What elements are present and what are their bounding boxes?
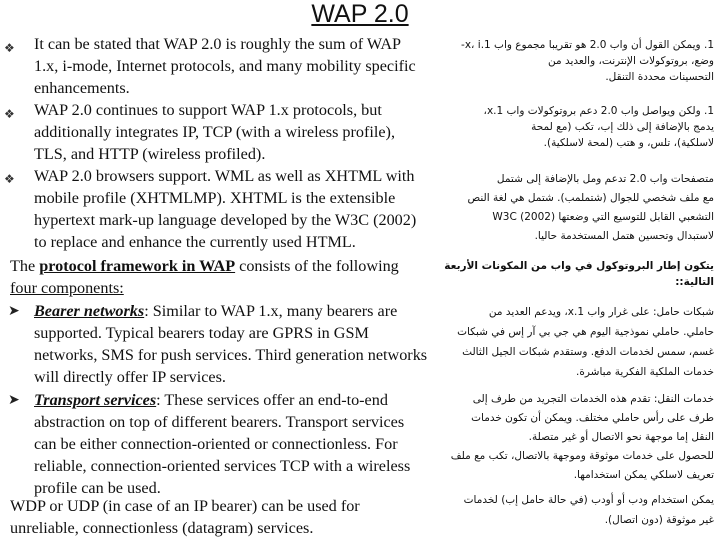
paragraph-wap2-support: WAP 2.0 continues to support WAP 1.x protocols, but additionally integrates IP, TCP (with a wireless profile), TLS, and HTTP (wireless profiled).	[34, 101, 395, 163]
paragraph-protocol-framework-arabic: يتكون إطار البروتوكول في واب من المكونات الأربعة التالية::	[444, 260, 714, 288]
paragraph-wap2-browsers: WAP 2.0 browsers support. WML as well as XHTML with mobile profile (XHTMLMP). XHTML is the extensible hypertext mark-up language developed by the W3C (2002) to replace and enhance the currently used HTML.	[34, 167, 417, 251]
paragraph-bearer-networks: Bearer networks: Similar to WAP 1.x, many bearers are supported. Typical bearers today are GPRS in GSM networks, SMS for push services. Third generation networks will directly offer IP services.	[34, 302, 428, 386]
paragraph-wap2-sum: It can be stated that WAP 2.0 is roughly the sum of WAP 1.x, i-mode, Internet protocols, and many mobility specific enhancements.	[34, 35, 416, 97]
paragraph-wap2-sum-arabic: 1. ‏ويمكن القول أن واب 2.0 هو تقريبا مجموع واب 1.x، i- وضع، بروتوكولات الإنترنت، والعديد من التحسينات محددة التنقل.	[461, 39, 714, 83]
term-bearer-networks: Bearer networks	[34, 302, 145, 320]
paragraph-wdp-udp: WDP or UDP (in case of an IP bearer) can be used for unreliable, connectionless (datagram) services.	[10, 497, 360, 537]
term-transport-services: Transport services	[34, 391, 157, 409]
diamond-bullet-icon: ❖	[4, 107, 15, 121]
paragraph-wdp-udp-arabic: يمكن استخدام ودب أو أودب (في حالة حامل إب) لخدمات غير موثوقة (دون اتصال).	[463, 494, 714, 526]
arrow-bullet-icon: ➤	[8, 303, 20, 319]
paragraph-wap2-support-arabic: 1. ولكن ويواصل واب 2.0 دعم بروتوكولات واب 1.x، يدمج بالإضافة إلى ذلك إب، تكب (مع لمحة لاسلكية)، تلس، و هتب (لمحة لاسلكية).	[483, 105, 714, 149]
arrow-bullet-icon: ➤	[8, 392, 20, 408]
paragraph-wap2-browsers-arabic: متصفحات واب 2.0 تدعم ومل بالإضافة إلى شتمل مع ملف شخصي للجوال (شتملمب). شتمل هي لغة النص التشعبي القابل للتوسيع التي وضعتها W3C (2002) لاستبدال وتحسين هتمل المستخدمة حاليا.	[467, 173, 714, 242]
slide-title: WAP 2.0	[311, 0, 409, 28]
paragraph-transport-services-arabic: خدمات النقل: تقدم هذه الخدمات التجريد من طرف إلى طرف على رأس حاملي مختلف. ويمكن أن تكون خدمات النقل إما موجهة نحو الاتصال أو غير متصلة. للحصول على خدمات موثوقة وموجهة بالاتصال، تكب مع ملف تعريف لاسلكي يمكن استخدامها.	[450, 393, 714, 481]
paragraph-bearer-networks-arabic: شبكات حامل: على غرار واب 1.x، ويدعم العديد من حاملي. حاملي نموذجية اليوم هي جي بي آر إس في شبكات غسم، سمس لخدمات الدفع. وستقدم شبكات الجيل الثالث خدمات الملكية الفكرية مباشرة.	[457, 306, 714, 378]
paragraph-protocol-framework: The protocol framework in WAP consists of the following four components:	[10, 257, 399, 297]
diamond-bullet-icon: ❖	[4, 41, 15, 55]
paragraph-transport-services: Transport services: These services offer an end-to-end abstraction on top of different bearers. Transport services can be either connection-oriented or connectionless. For reliable, connection-oriented services TCP with a wireless profile can be used.	[34, 391, 411, 497]
diamond-bullet-icon: ❖	[4, 172, 15, 186]
